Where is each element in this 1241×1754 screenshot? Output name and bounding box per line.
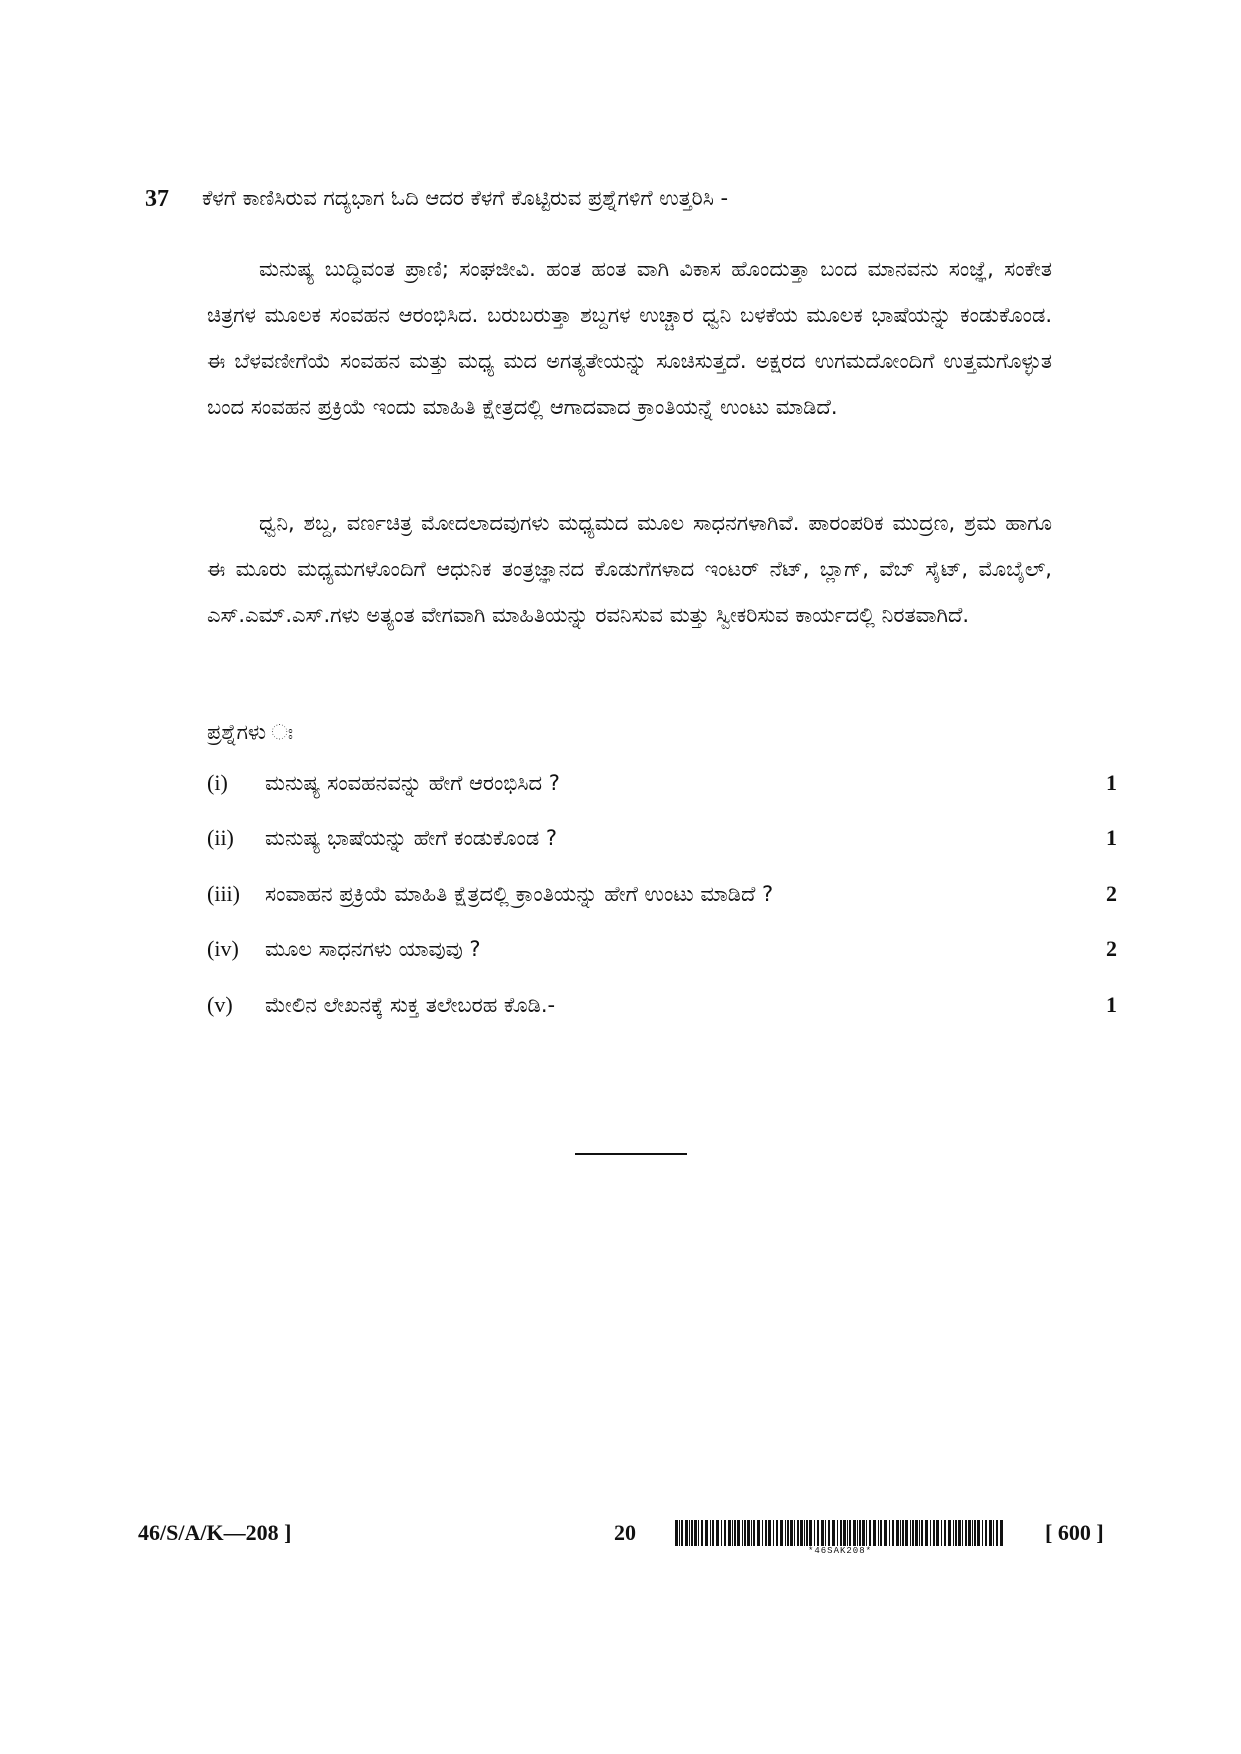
sub-question-text: ಮನುಷ್ಯ ಸಂವಹನವನ್ನು ಹೇಗೆ ಆರಂಭಿಸಿದ ? [265, 770, 560, 795]
end-divider [575, 1153, 687, 1155]
total-copies: [ 600 ] [1045, 1520, 1104, 1545]
questions-label: ಪ್ರಶ್ನೆಗಳು ಃ [207, 720, 294, 744]
sub-question-number: (iii) [207, 881, 240, 906]
sub-question [207, 818, 1117, 858]
sub-question-text: ಮೇಲಿನ ಲೇಖನಕ್ಕೆ ಸುಕ್ತ ತಲೇಬರಹ ಕೊಡಿ.- [265, 992, 556, 1017]
barcode [675, 1520, 1005, 1556]
sub-question-number: (v) [207, 992, 233, 1017]
sub-question-text: ಸಂವಾಹನ ಪ್ರಕ್ರಿಯೆ ಮಾಹಿತಿ ಕ್ಷೆತ್ರದಲ್ಲಿ ಕ್ರಾಂತಿಯನ್ನು ಹೇಗೆ ಉಂಟು ಮಾಡಿದೆ ? [265, 881, 774, 906]
sub-question-marks: 1 [1106, 770, 1117, 795]
sub-question [207, 874, 1117, 914]
paper-code: 46/S/A/K—208 ] [138, 1520, 292, 1545]
sub-question-number: (ii) [207, 825, 234, 850]
sub-question [207, 985, 1117, 1025]
sub-question-marks: 1 [1106, 825, 1117, 850]
question-header [145, 186, 1085, 213]
question-number: 37 [145, 186, 169, 212]
sub-question-text: ಮೂಲ ಸಾಧನಗಳು ಯಾವುವು ? [265, 936, 481, 961]
sub-question-text: ಮನುಷ್ಯ ಭಾಷೆಯನ್ನು ಹೇಗೆ ಕಂಡುಕೊಂಡ ? [265, 825, 558, 850]
sub-question-marks: 1 [1106, 992, 1117, 1017]
sub-question [207, 763, 1117, 803]
barcode-bars [675, 1520, 1005, 1546]
passage-paragraph-2: ಧ್ವನಿ, ಶಬ್ದ, ವರ್ಣಚಿತ್ರ ಮೋದಲಾದವುಗಳು ಮಧ್ಯಮದ ಮೂಲ ಸಾಧನಗಳಾಗಿವೆ. ಪಾರಂಪರಿಕ ಮುದ್ರಣ, ಶ್ರಮ ಹಾಗೂ ಈ ಮೂರು ಮಧ್ಯಮಗಳೊಂದಿಗೆ ಆಧುನಿಕ ತಂತ್ರಜ್ಞಾನದ ಕೊಡುಗೆಗಳಾದ ಇಂಟರ್ ನೆಟ್, ಬ್ಲಾಗ್, ವೆಬ್ ಸೈಟ್, ಮೊಬೈಲ್, ಎಸ್.ಎಮ್.ಎಸ್.ಗಳು ಅತ್ಯಂತ ವೇಗವಾಗಿ ಮಾಹಿತಿಯನ್ನು ರವನಿಸುವ ಮತ್ತು ಸ್ವೀಕರಿಸುವ ಕಾರ್ಯದಲ್ಲಿ ನಿರತವಾಗಿದೆ. [207, 511, 1052, 627]
sub-question-number: (i) [207, 770, 228, 795]
page-number: 20 [614, 1520, 636, 1545]
question-instruction: ಕೆಳಗೆ ಕಾಣಿಸಿರುವ ಗದ್ಯಭಾಗ ಓದಿ ಆದರ ಕೆಳಗೆ ಕೊಟ್ಟಿರುವ ಪ್ರಶ್ನೆಗಳಿಗೆ ಉತ್ತರಿಸಿ - [202, 186, 729, 210]
sub-question [207, 929, 1117, 969]
sub-question-marks: 2 [1106, 936, 1117, 961]
sub-question-number: (iv) [207, 936, 239, 961]
passage-paragraph-1: ಮನುಷ್ಯ ಬುದ್ಧಿವಂತ ಪ್ರಾಣಿ; ಸಂಘಜೀವಿ. ಹಂತ ಹಂತ ವಾಗಿ ವಿಕಾಸ ಹೊಂದುತ್ತಾ ಬಂದ ಮಾನವನು ಸಂಜ್ಞೆ, ಸಂಕೇತ ಚಿತ್ರಗಳ ಮೂಲಕ ಸಂವಹನ ಆರಂಭಿಸಿದ. ಬರುಬರುತ್ತಾ ಶಬ್ದಗಳ ಉಚ್ಚಾರ ಧ್ವನಿ ಬಳಕೆಯ ಮೂಲಕ ಭಾಷೆಯನ್ನು ಕಂಡುಕೊಂಡ. ಈ ಬೆಳವಣೀಗೆಯೆ ಸಂವಹನ ಮತ್ತು ಮಧ್ಯ ಮದ ಅಗತ್ಯತೇಯನ್ನು ಸೂಚಿಸುತ್ತದೆ. ಅಕ್ಷರದ ಉಗಮದೋಂದಿಗೆ ಉತ್ತಮಗೊಳ್ಳುತ ಬಂದ ಸಂವಹನ ಪ್ರಕ್ರಿಯೆ ಇಂದು ಮಾಹಿತಿ ಕ್ಷೇತ್ರದಲ್ಲಿ ಆಗಾದವಾದ ಕ್ರಾಂತಿಯನ್ನೆ ಉಂಟು ಮಾಡಿದೆ. [207, 257, 1052, 419]
barcode-text: *46SAK208* [807, 1546, 872, 1556]
sub-question-marks: 2 [1106, 881, 1117, 906]
